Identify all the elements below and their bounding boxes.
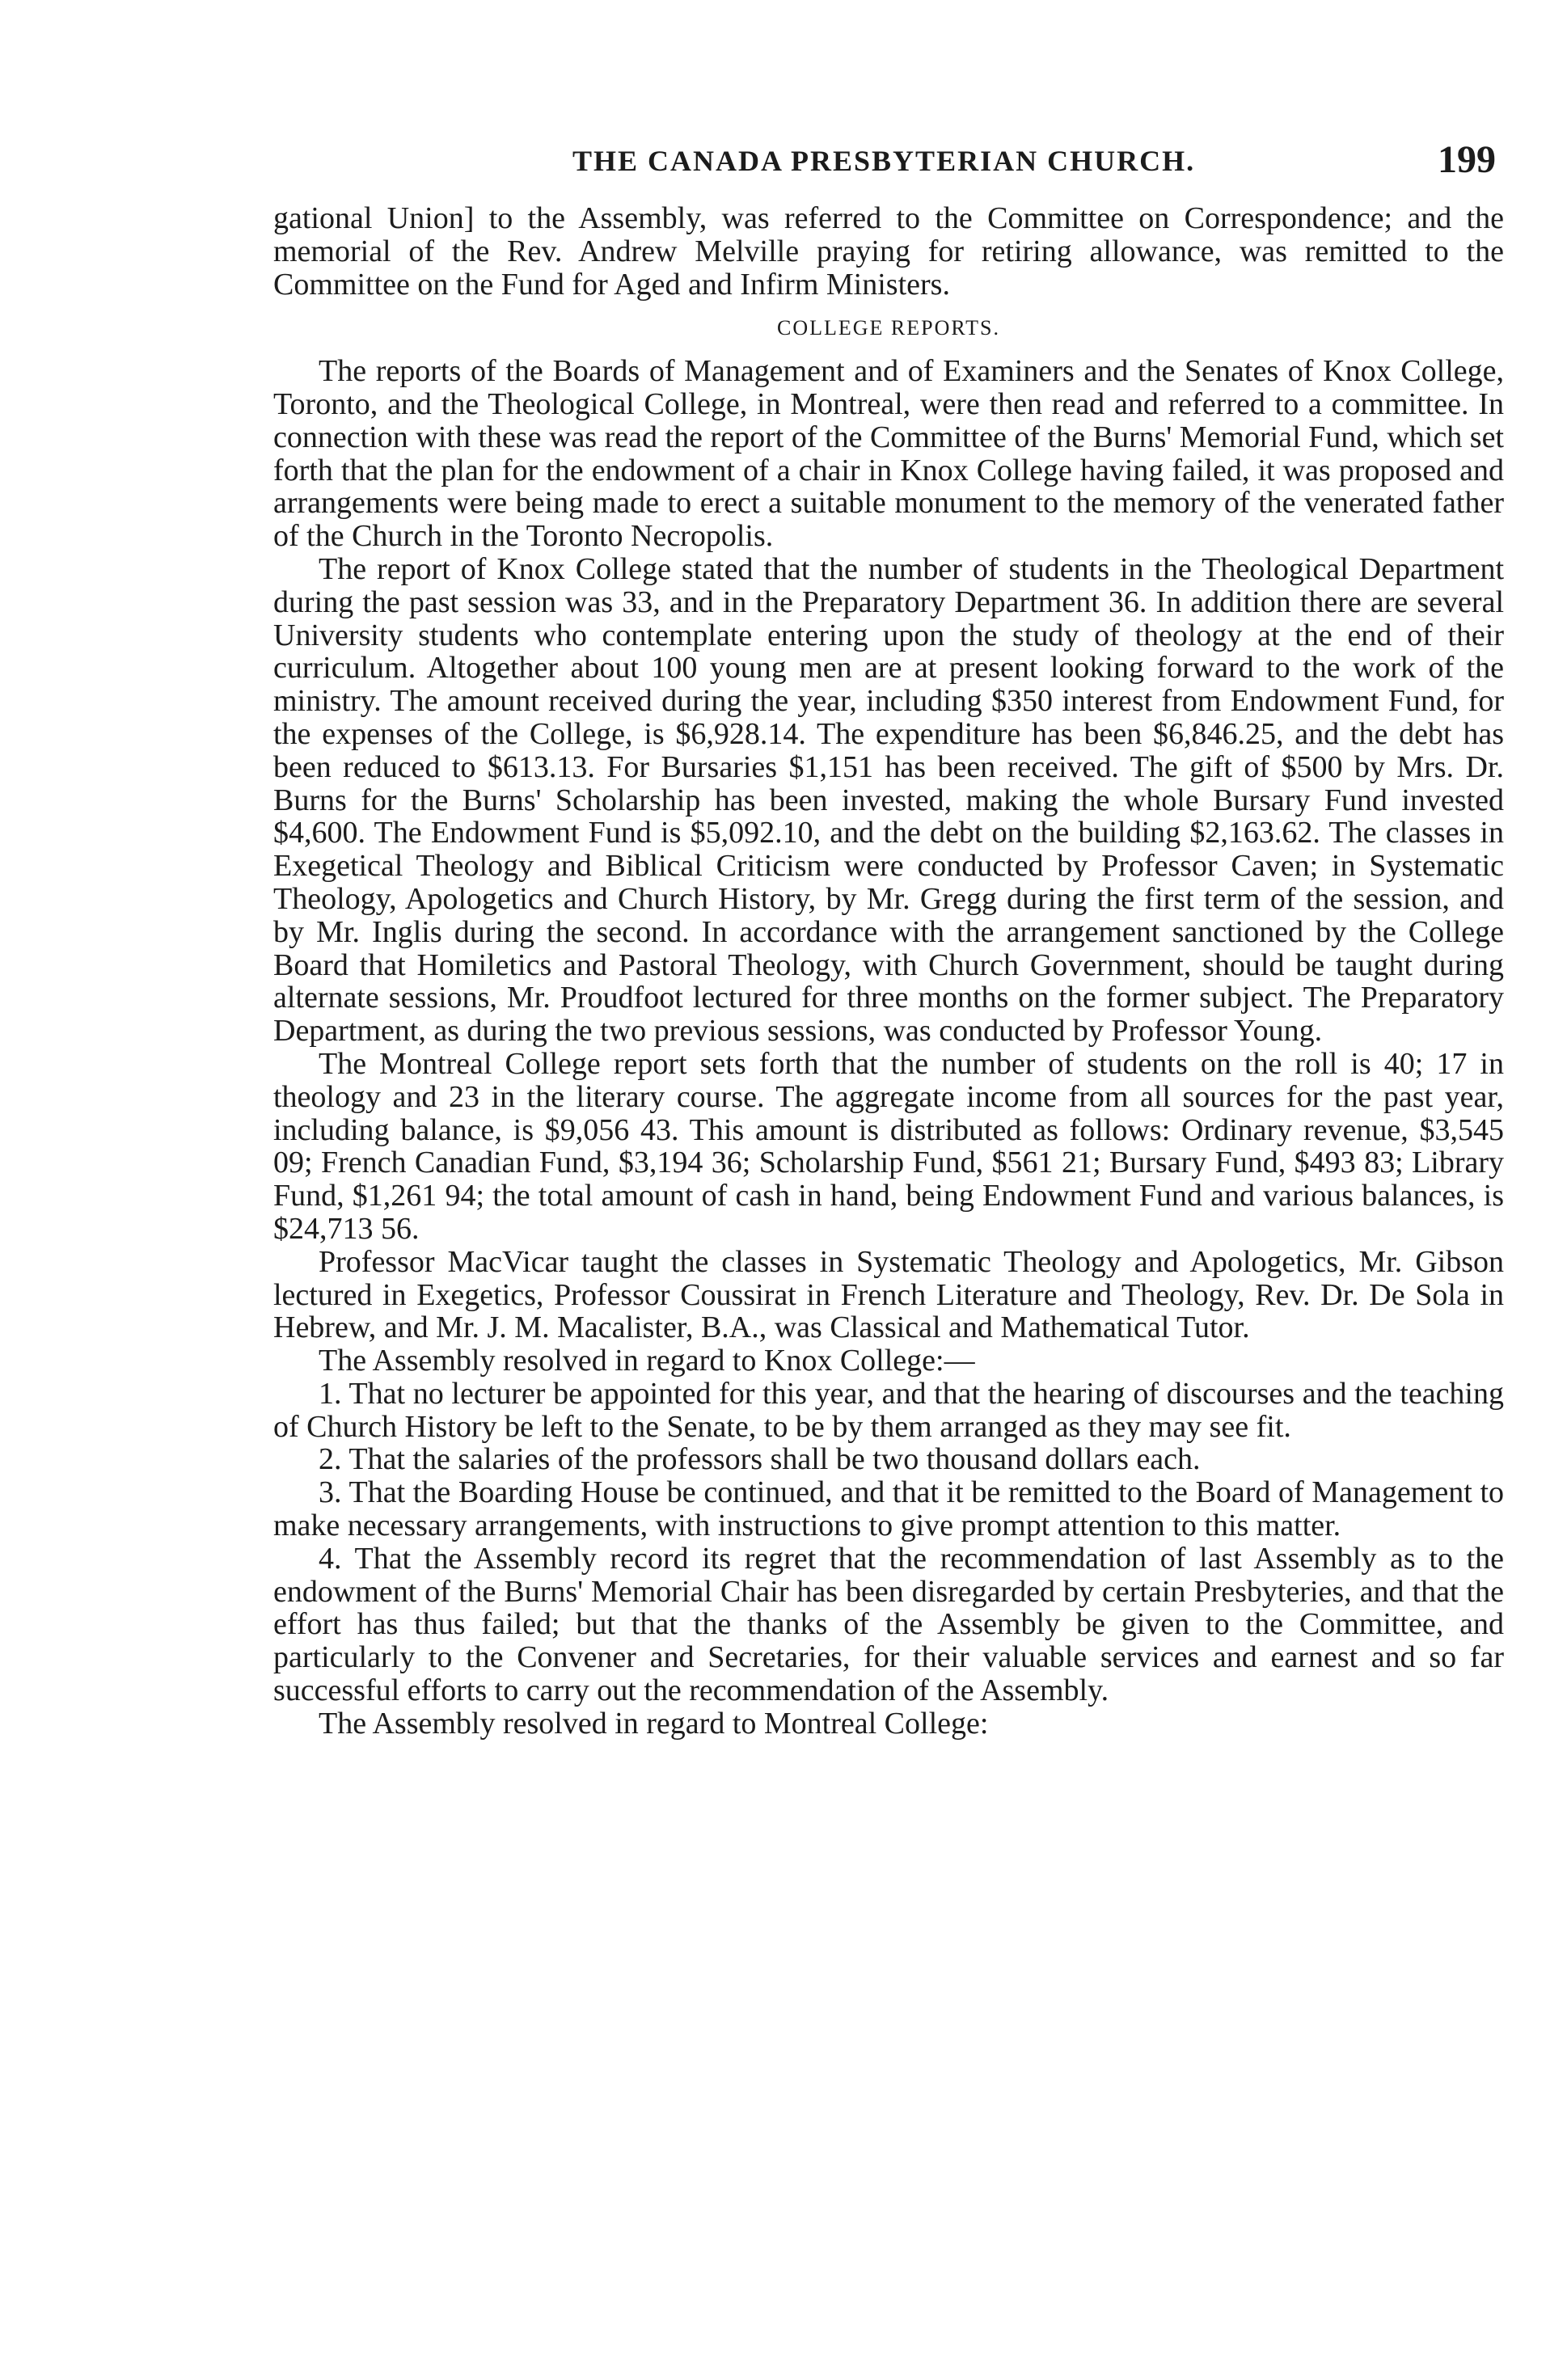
paragraph: The report of Knox College stated that the number of students in the Theological Department during the past session was 33, and in the Preparatory Department 36. In addition there are several University students who contemplate entering upon the study of theology at the end of their curriculum. Altogether about 100 young men are at present looking forward to the work of the ministry. The amount received during the year, including $350 interest from Endowment Fund, for the expenses of the College, is $6,928.14. The expenditure has been $6,846.25, and the debt has been reduced to $613.13. For Bursaries $1,151 has been received. The gift of $500 by Mrs. Dr. Burns for the Burns' Scholarship has been invested, making the whole Bursary Fund invested $4,600. The Endowment Fund is $5,092.10, and the debt on the building $2,163.62. The classes in Exegetical Theology and Biblical Criticism were conducted by Professor Caven; in Systematic Theology, Apologetics and Church History, by Mr. Gregg during the first term of the session, and by Mr. Inglis during the second. In accordance with the arrangement sanctioned by the College Board that Homiletics and Pastoral Theology, with Church Government, should be taught during alternate sessions, Mr. Proudfoot lectured for three months on the former subject. The Preparatory Department, as during the two previous sessions, was conducted by Professor Young.: [273, 551, 1504, 1049]
resolution-item: 4. That the Assembly record its regret that the recommendation of last Assembly as to the endowment of the Burns' Memorial Chair has been disregarded by certain Presbyteries, and that the effort has thus failed; but that the thanks of the Assembly be given to the Committee, and particularly to the Convener and Secretaries, for their valuable services and earnest and so far successful efforts to carry out the recommendation of the Assembly.: [273, 1541, 1504, 1708]
resolution-item: 2. That the salaries of the professors shall be two thousand dollars each.: [319, 1442, 1201, 1477]
paragraph: The Assembly resolved in regard to Montreal College:: [319, 1706, 989, 1741]
body-text: [273, 202, 1504, 1741]
running-header: [273, 137, 1504, 186]
paragraph: The reports of the Boards of Management and of Examiners and the Senates of Knox College, Toronto, and the Theological College, in Montreal, were then read and referred to a committee. In connection with these was read the report of the Committee of the Burns' Memorial Fund, which set forth that the plan for the endowment of a chair in Knox College having failed, it was proposed and arrangements were being made to erect a suitable monument to the memory of the venerated father of the Church in the Toronto Necropolis.: [273, 354, 1504, 554]
paragraph: The Montreal College report sets forth that the number of students on the roll is 40; 17 in theology and 23 in the literary course. The aggregate income from all sources for the past year, including balance, is $9,056 43. This amount is distributed as follows: Ordinary revenue, $3,545 09; French Canadian Fund, $3,194 36; Scholarship Fund, $561 21; Bursary Fund, $493 83; Library Fund, $1,261 94; the total amount of cash in hand, being Endowment Fund and various balances, is $24,713 56.: [273, 1046, 1504, 1246]
intro-paragraph: gational Union] to the Assembly, was referred to the Committee on Correspondence; and the memorial of the Rev. Andrew Melville praying for retiring allowance, was remitted to the Committee on the Fund for Aged and Infirm Ministers.: [273, 201, 1504, 302]
section-heading: COLLEGE REPORTS.: [776, 316, 1000, 340]
running-title: THE CANADA PRESBYTERIAN CHURCH.: [572, 145, 1196, 177]
paragraph: The Assembly resolved in regard to Knox College:—: [319, 1344, 975, 1378]
page-number: 199: [1438, 138, 1496, 181]
resolution-item: 3. That the Boarding House be continued, and that it be remitted to the Board of Management to make necessary arrangements, with instructions to give prompt attention to this matter.: [273, 1475, 1504, 1543]
document-page: [273, 137, 1504, 1741]
resolution-item: 1. That no lecturer be appointed for this year, and that the hearing of discourses and the teaching of Church History be left to the Senate, to be by them arranged as they may see fit.: [273, 1376, 1504, 1444]
paragraph: Professor MacVicar taught the classes in Systematic Theology and Apologetics, Mr. Gibson lectured in Exegetics, Professor Coussirat in French Literature and Theology, Rev. Dr. De Sola in Hebrew, and Mr. J. M. Macalister, B.A., was Classical and Mathematical Tutor.: [273, 1244, 1504, 1345]
